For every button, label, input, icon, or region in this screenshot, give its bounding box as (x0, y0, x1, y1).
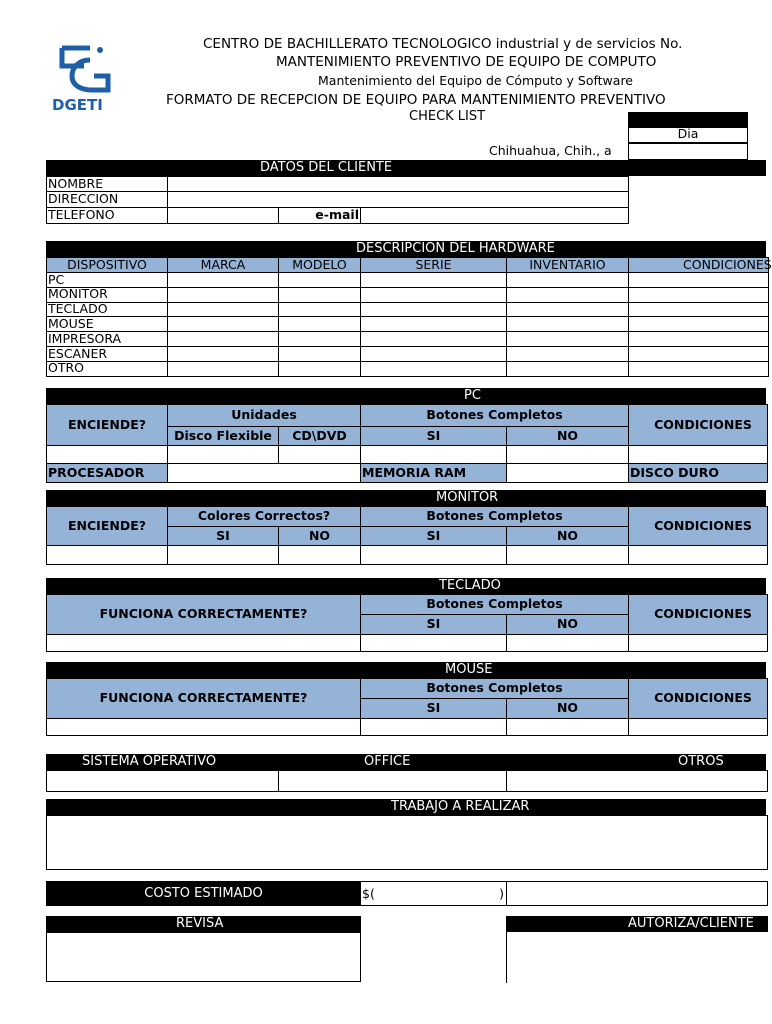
memoria-label: MEMORIA RAM (360, 463, 507, 483)
hardware-cell[interactable] (628, 316, 769, 332)
pc-condiciones-field[interactable] (628, 445, 768, 464)
hardware-cell[interactable] (360, 287, 507, 303)
hardware-cell[interactable] (360, 361, 507, 377)
monitor-colores-no-label: NO (278, 526, 361, 546)
direccion-field[interactable] (167, 191, 629, 208)
hardware-cell[interactable] (278, 302, 361, 318)
hardware-cell[interactable] (278, 272, 361, 288)
logo-text: DGETI (52, 96, 103, 114)
mouse-condiciones-field[interactable] (628, 718, 768, 736)
trabajo-field[interactable] (46, 815, 768, 870)
hardware-cell[interactable] (278, 287, 361, 303)
mouse-condiciones-text: CONDICIONES (654, 690, 752, 706)
direccion-label: DIRECCION (46, 191, 168, 208)
monitor-colores-no-field[interactable] (278, 545, 361, 565)
pc-cd-dvd-field[interactable] (278, 445, 361, 464)
hardware-cell[interactable] (506, 361, 629, 377)
pc-no-label: NO (506, 426, 629, 446)
hardware-col-condiciones: CONDICIONES (628, 257, 769, 273)
otros-field[interactable] (506, 770, 768, 792)
hardware-cell[interactable] (278, 316, 361, 332)
hardware-cell[interactable] (167, 272, 279, 288)
hardware-cell[interactable] (278, 331, 361, 347)
teclado-title-bar (46, 578, 766, 594)
pc-disco-flexible-field[interactable] (167, 445, 279, 464)
mouse-no-label: NO (506, 698, 629, 719)
teclado-condiciones-field[interactable] (628, 634, 768, 652)
revisa-signature-field[interactable] (46, 932, 361, 982)
nombre-field[interactable] (167, 176, 629, 192)
hardware-cell[interactable] (506, 346, 629, 362)
monitor-enciende-field[interactable] (46, 545, 168, 565)
pc-condiciones-label (628, 404, 768, 446)
header-line5: CHECK LIST (409, 109, 486, 124)
pc-title-bar (46, 388, 766, 404)
hardware-cell[interactable] (628, 302, 769, 318)
email-label: e-mail (278, 207, 361, 224)
dia-label: Dia (628, 126, 748, 143)
mouse-si-label: SI (360, 698, 507, 719)
hardware-row-label: IMPRESORA (46, 331, 168, 347)
telefono-field[interactable] (167, 207, 279, 224)
teclado-botones-label: Botones Completos (360, 594, 629, 615)
pc-si-label: SI (360, 426, 507, 446)
teclado-condiciones-label (628, 594, 768, 635)
monitor-colores-label: Colores Correctos? (167, 506, 361, 527)
hardware-cell[interactable] (167, 316, 279, 332)
mouse-botones-label: Botones Completos (360, 678, 629, 699)
teclado-funciona-label: FUNCIONA CORRECTAMENTE? (46, 594, 361, 635)
teclado-si-label: SI (360, 614, 507, 635)
hardware-cell[interactable] (506, 272, 629, 288)
autoriza-label: AUTORIZA/CLIENTE (628, 916, 754, 931)
hardware-cell[interactable] (360, 272, 507, 288)
monitor-botones-si-field[interactable] (360, 545, 507, 565)
monitor-botones-si-label: SI (360, 526, 507, 546)
hardware-cell[interactable] (506, 331, 629, 347)
header-line2: MANTENIMIENTO PREVENTIVO DE EQUIPO DE COMPUTO (276, 54, 657, 70)
costo-extra-field[interactable] (506, 881, 768, 906)
teclado-si-field[interactable] (360, 634, 507, 652)
mouse-condiciones-label (628, 678, 768, 719)
client-title-bar (46, 160, 766, 176)
hardware-cell[interactable] (506, 287, 629, 303)
header-line1: CENTRO DE BACHILLERATO TECNOLOGICO industrial y de servicios No. (203, 36, 683, 52)
hardware-col-inventario: INVENTARIO (506, 257, 629, 273)
monitor-condiciones-text: CONDICIONES (654, 517, 752, 533)
monitor-condiciones-label (628, 506, 768, 546)
hardware-cell[interactable] (628, 287, 769, 303)
memoria-field[interactable] (506, 463, 629, 483)
hardware-cell[interactable] (628, 361, 769, 377)
hardware-cell[interactable] (167, 346, 279, 362)
mouse-funciona-field[interactable] (46, 718, 361, 736)
monitor-title: MONITOR (436, 490, 499, 505)
so-field[interactable] (46, 770, 279, 792)
teclado-title: TECLADO (439, 578, 501, 593)
hardware-row-label: ESCANER (46, 346, 168, 362)
hardware-cell[interactable] (628, 331, 769, 347)
hardware-cell[interactable] (628, 272, 769, 288)
hardware-cell[interactable] (167, 302, 279, 318)
monitor-title-bar (46, 490, 766, 506)
trabajo-title: TRABAJO A REALIZAR (391, 799, 530, 814)
hardware-row-label: PC (46, 272, 168, 288)
monitor-botones-label: Botones Completos (360, 506, 629, 527)
trabajo-title-bar (46, 799, 766, 815)
hardware-title: DESCRIPCION DEL HARDWARE (356, 241, 555, 256)
hardware-cell[interactable] (278, 346, 361, 362)
hardware-col-marca: MARCA (167, 257, 279, 273)
monitor-colores-si-label: SI (167, 526, 279, 546)
hardware-cell[interactable] (628, 346, 769, 362)
software-bar (46, 754, 766, 770)
nombre-label: NOMBRE (46, 176, 168, 192)
revisa-bar (46, 916, 361, 932)
pc-cd-dvd-label: CD\DVD (278, 426, 361, 446)
mouse-title-bar (46, 662, 766, 678)
costo-label-cell (46, 881, 361, 906)
hardware-col-dispositivo: DISPOSITIVO (46, 257, 168, 273)
pc-condiciones-text: CONDICIONES (654, 416, 752, 432)
header-line3: Mantenimiento del Equipo de Cómputo y Software (318, 73, 633, 88)
office-label: OFFICE (364, 754, 411, 769)
revisa-label: REVISA (176, 916, 224, 931)
hardware-cell[interactable] (167, 361, 279, 377)
autoriza-signature-line (506, 932, 507, 983)
date-input[interactable] (628, 143, 748, 160)
costo-label: COSTO ESTIMADO (144, 886, 263, 901)
pc-si-field[interactable] (360, 445, 507, 464)
pc-enciende-field[interactable] (46, 445, 168, 464)
hardware-row-label: MOUSE (46, 316, 168, 332)
hardware-cell[interactable] (360, 316, 507, 332)
procesador-label: PROCESADOR (46, 463, 168, 483)
email-field[interactable] (360, 207, 629, 224)
hardware-cell[interactable] (278, 361, 361, 377)
hardware-row-label: MONITOR (46, 287, 168, 303)
monitor-colores-si-field[interactable] (167, 545, 279, 565)
costo-close: ) (499, 886, 504, 901)
monitor-condiciones-field[interactable] (628, 545, 768, 565)
teclado-condiciones-text: CONDICIONES (654, 606, 752, 622)
pc-no-field[interactable] (506, 445, 629, 464)
costo-field[interactable] (360, 881, 507, 906)
procesador-field[interactable] (167, 463, 361, 483)
header-line4: FORMATO DE RECEPCION DE EQUIPO PARA MANTENIMIENTO PREVENTIVO (166, 92, 666, 108)
hardware-col-serie: SERIE (360, 257, 507, 273)
mouse-no-field[interactable] (506, 718, 629, 736)
hardware-cell[interactable] (167, 331, 279, 347)
pc-enciende-label: ENCIENDE? (46, 404, 168, 446)
hardware-cell[interactable] (360, 346, 507, 362)
pc-title: PC (464, 388, 481, 403)
hardware-cell[interactable] (506, 302, 629, 318)
office-field[interactable] (278, 770, 507, 792)
pc-unidades-label: Unidades (167, 404, 361, 427)
mouse-funciona-label: FUNCIONA CORRECTAMENTE? (46, 678, 361, 719)
client-title: DATOS DEL CLIENTE (260, 160, 393, 175)
hardware-col-modelo: MODELO (278, 257, 361, 273)
otros-label: OTROS (678, 754, 724, 769)
mouse-title: MOUSE (445, 662, 493, 677)
dgeti-emblem-icon (50, 40, 120, 100)
pc-disco-flexible-label: Disco Flexible (167, 426, 279, 446)
autoriza-bar (506, 916, 768, 932)
hardware-title-bar (46, 241, 766, 257)
mouse-si-field[interactable] (360, 718, 507, 736)
dgeti-logo (50, 40, 120, 120)
hardware-cell[interactable] (360, 331, 507, 347)
monitor-enciende-label: ENCIENDE? (46, 506, 168, 546)
hardware-cell[interactable] (506, 316, 629, 332)
telefono-label: TELEFONO (46, 207, 168, 224)
hardware-row-label: OTRO (46, 361, 168, 377)
hardware-cell[interactable] (167, 287, 279, 303)
so-label: SISTEMA OPERATIVO (82, 754, 217, 769)
city-label: Chihuahua, Chih., a (489, 143, 612, 158)
monitor-botones-no-label: NO (506, 526, 629, 546)
pc-botones-label: Botones Completos (360, 404, 629, 427)
teclado-no-field[interactable] (506, 634, 629, 652)
teclado-funciona-field[interactable] (46, 634, 361, 652)
costo-open: $( (362, 886, 375, 901)
teclado-no-label: NO (506, 614, 629, 635)
disco-duro-label: DISCO DURO (628, 463, 768, 483)
hardware-cell[interactable] (360, 302, 507, 318)
monitor-botones-no-field[interactable] (506, 545, 629, 565)
hardware-row-label: TECLADO (46, 302, 168, 318)
